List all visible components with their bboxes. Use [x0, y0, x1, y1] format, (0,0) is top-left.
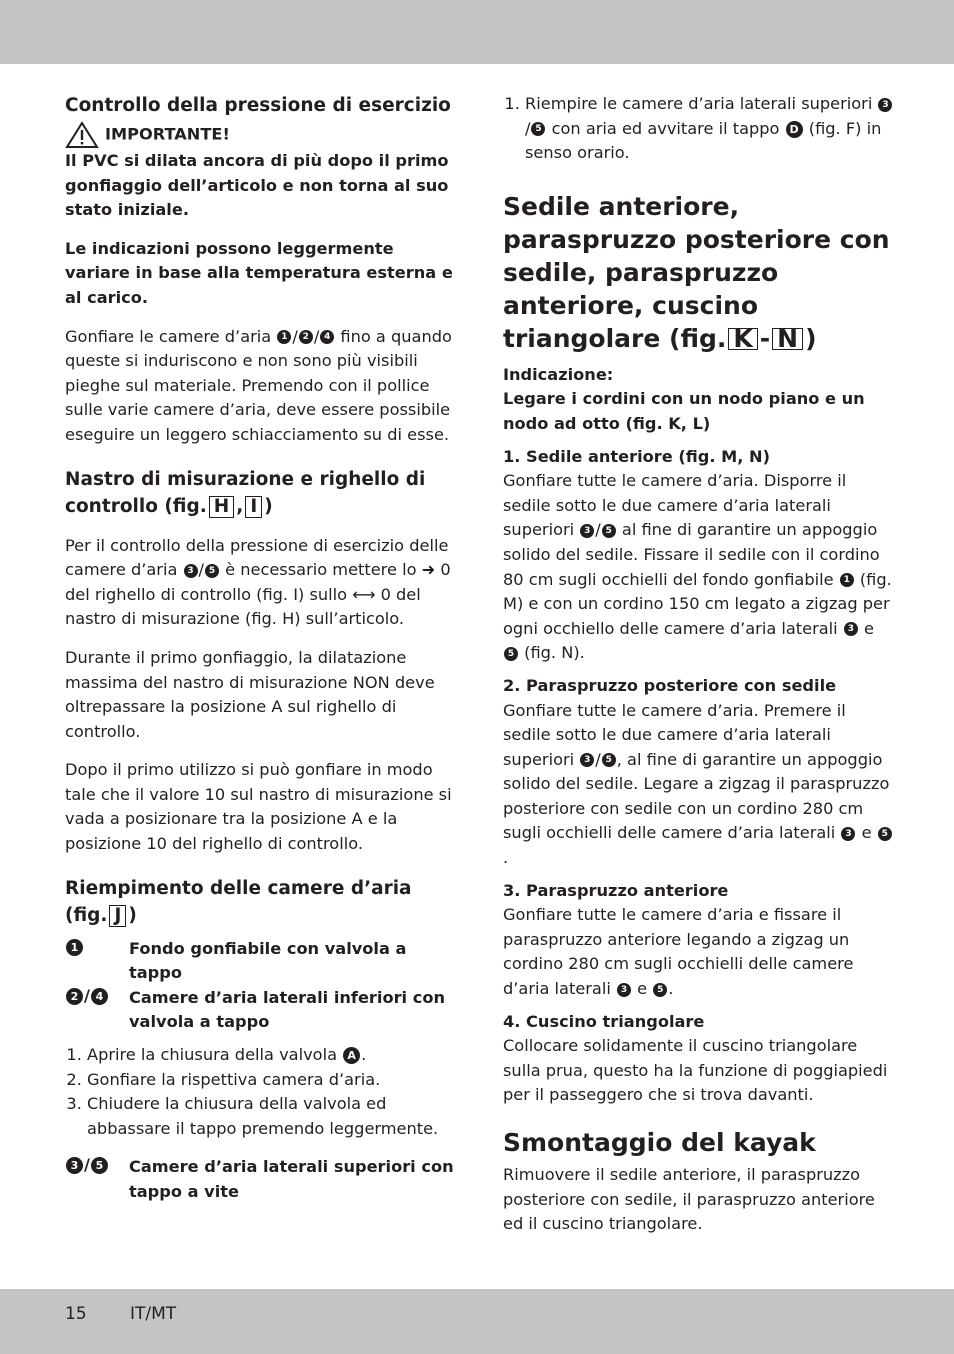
section-title-disassembly: Smontaggio del kayak: [503, 1128, 816, 1157]
number-5-icon: 5: [602, 753, 616, 767]
number-1-icon: 1: [840, 573, 854, 587]
top-bar: [0, 0, 954, 64]
number-2-icon: 2: [299, 330, 313, 344]
list-item: 3. Chiudere la chiusura della valvola ed abbassare il tappo premendo leggermente.: [87, 1092, 455, 1141]
warning-icon: [65, 121, 99, 149]
number-5-icon: 5: [878, 827, 892, 841]
page-number: 15: [65, 1304, 87, 1324]
note-label: Indicazione:: [503, 364, 614, 384]
number-3-icon: 3: [841, 827, 855, 841]
fig-j-box: J: [109, 905, 126, 927]
double-arrow-icon: ⟷: [352, 584, 376, 604]
number-5-icon: 5: [531, 122, 545, 136]
letter-d-icon: D: [786, 121, 803, 138]
filling-steps: [65, 1043, 455, 1141]
right-column: [503, 92, 895, 1237]
legend-item-3-5: 3 / 5 Camere d’aria laterali superiori con tappo a vite: [65, 1155, 455, 1204]
section-title-filling: Riempimento delle camere d’aria (fig. J ): [65, 877, 412, 926]
note-text: Legare i cordini con un nodo piano e un nodo ad otto (fig. K, L): [503, 389, 865, 433]
subsection-cushion: 4. Cuscino triangolare: [503, 1011, 705, 1031]
language-code: IT/MT: [130, 1304, 177, 1324]
number-4-icon: 4: [320, 330, 334, 344]
number-3-icon: 3: [66, 1157, 83, 1174]
subsection-front-splash: 3. Paraspruzzo anteriore: [503, 880, 729, 900]
important-label: IMPORTANTE!: [105, 124, 230, 144]
number-5-icon: 5: [205, 564, 219, 578]
section-title-tape: Nastro di misurazione e righello di controllo (fig. H , I ): [65, 468, 426, 517]
number-5-icon: 5: [91, 1157, 108, 1174]
bold-note-2: Le indicazioni possono leggermente variare in base alla temperatura esterna e al carico.: [65, 238, 453, 307]
left-column: [65, 92, 455, 1205]
number-5-icon: 5: [602, 524, 616, 538]
cushion-paragraph: Collocare solidamente il cuscino triangolare sulla prua, questo ha la funzione di poggiapiedi per il passeggero che si trova davanti.: [503, 1036, 888, 1105]
fig-h-box: H: [209, 496, 234, 518]
disassembly-paragraph: Rimuovere il sedile anteriore, il paraspruzzo posteriore con sedile, il paraspruzzo anteriore ed il cuscino triangolare.: [503, 1165, 875, 1234]
number-3-icon: 3: [184, 564, 198, 578]
list-item: 1. Aprire la chiusura della valvola A .: [87, 1043, 455, 1068]
number-3-icon: 3: [580, 524, 594, 538]
fig-k-box: K: [728, 328, 757, 350]
rear-splash-paragraph: Gonfiare tutte le camere d’aria. Premere il sedile sotto le due camere d’aria laterali superiori 3 / 5 , al fine di garantire un appoggio solido del sedile. Legare a zigzag il paraspruzzo posteriore con sedile con un cordino 280 cm sugli occhielli delle camere d’aria laterali 3 e 5.: [503, 699, 895, 871]
letter-a-icon: A: [343, 1047, 360, 1064]
fig-i-box: I: [245, 496, 262, 518]
tape-paragraph-3: Dopo il primo utilizzo si può gonfiare in modo tale che il valore 10 sul nastro di misurazione si vada a posizionare tra la posizione A e la posizione 10 del righello di controllo.: [65, 760, 452, 854]
number-1-icon: 1: [277, 330, 291, 344]
fig-n-box: N: [772, 328, 803, 350]
front-seat-paragraph: Gonfiare tutte le camere d’aria. Disporre il sedile sotto le due camere d’aria laterali superiori 3 / 5 al fine di garantire un appoggio solido del sedile. Fissare il sedile con il cordino 80 cm sugli occhielli del fondo gonfiabile 1 (fig. M) e con un cordino 150 cm legato a zigzag per ogni occhiello delle camere d’aria laterali 3 e 5 (fig. N).: [503, 471, 892, 663]
number-3-icon: 3: [844, 622, 858, 636]
legend-item-1: 1 Fondo gonfiabile con valvola a tappo: [65, 937, 455, 986]
number-1-icon: 1: [66, 939, 83, 956]
arrow-icon: ➜: [421, 560, 436, 580]
number-3-icon: 3: [617, 983, 631, 997]
subsection-front-seat: 1. Sedile anteriore (fig. M, N): [503, 446, 771, 466]
list-item: 1. Riempire le camere d’aria laterali superiori 3/ 5 con aria ed avvitare il tappo D (fig. F) in senso orario.: [525, 92, 895, 166]
number-5-icon: 5: [653, 983, 667, 997]
subsection-rear-splash: 2. Paraspruzzo posteriore con sedile: [503, 675, 837, 695]
section-title-seats: Sedile anteriore, paraspruzzo posteriore con sedile, paraspruzzo anteriore, cuscino triangolare (fig. K - N ): [503, 191, 890, 353]
number-3-icon: 3: [878, 98, 892, 112]
inflate-paragraph: Gonfiare le camere d’aria 1 / 2 / 4 fino a quando queste si induriscono e non sono più visibili pieghe sul materiale. Premendo con il pollice sulle varie camere d’aria, deve essere possibile eseguire un leggero schiacciamento su di esse.: [65, 326, 452, 444]
list-item: 2. Gonfiare la rispettiva camera d’aria.: [87, 1068, 455, 1093]
number-4-icon: 4: [91, 988, 108, 1005]
number-3-icon: 3: [580, 753, 594, 767]
section-title-pressure: Controllo della pressione di esercizio: [65, 95, 451, 116]
legend-item-2-4: 2 / 4 Camere d’aria laterali inferiori con valvola a tappo: [65, 986, 455, 1035]
number-5-icon: 5: [504, 647, 518, 661]
number-2-icon: 2: [66, 988, 83, 1005]
important-line: [65, 121, 455, 149]
tape-paragraph-1: Per il controllo della pressione di esercizio delle camere d’aria 3 / 5 è necessario mettere lo ➜ 0 del righello di controllo (fig. I) sullo ⟷ 0 del nastro di misurazione (fig. H) sull’articolo.: [65, 535, 451, 629]
tape-paragraph-2: Durante il primo gonfiaggio, la dilatazione massima del nastro di misurazione NON deve oltrepassare la posizione A sul righello di controllo.: [65, 647, 435, 741]
bold-note-1: Il PVC si dilata ancora di più dopo il primo gonfiaggio dell’articolo e non torna al suo stato iniziale.: [65, 151, 449, 220]
screw-cap-steps: [503, 92, 895, 166]
front-splash-paragraph: Gonfiare tutte le camere d’aria e fissare il paraspruzzo anteriore legando a zigzag un cordino 280 cm sugli occhielli delle camere d’aria laterali 3 e 5 .: [503, 905, 854, 999]
